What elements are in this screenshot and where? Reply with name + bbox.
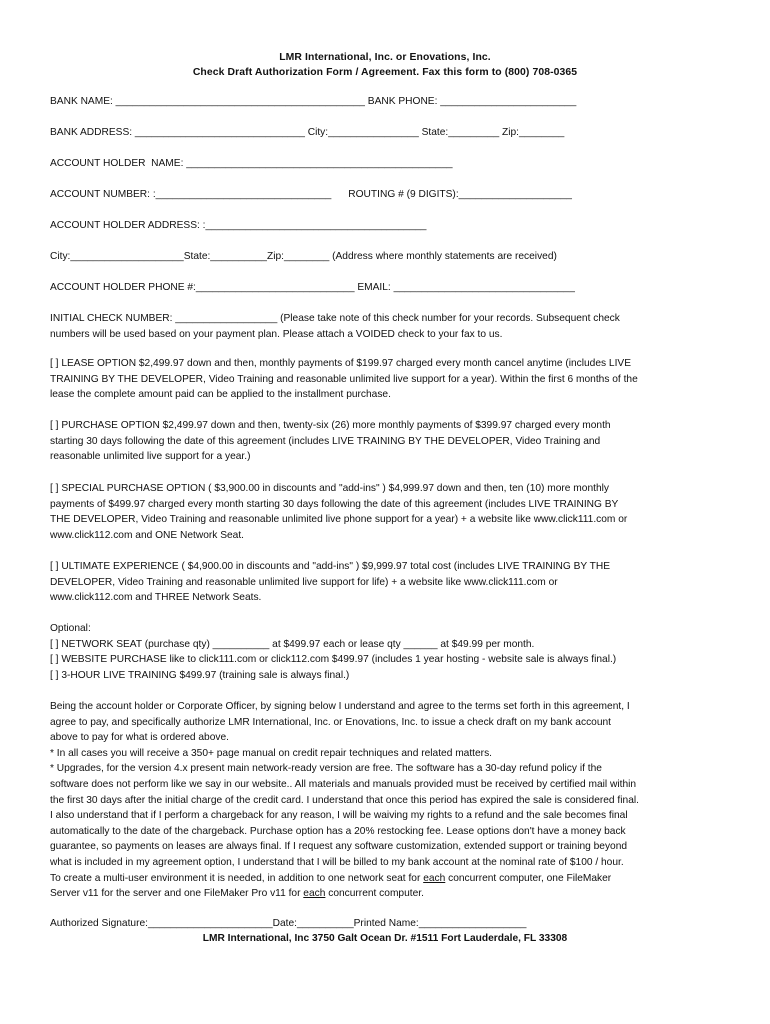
emphasis-each: each (303, 888, 326, 900)
ultimate-option-line[interactable]: [ ] ULTIMATE EXPERIENCE ( $4,900.00 in discounts and "add-ins" ) $9,999.97 total cost (includes LIVE TRAINING BY THE (50, 561, 611, 572)
terms-line: I also understand that if I perform a chargeback for any reason, I will be waiving my rights to a refund and the sale becomes final (50, 810, 628, 822)
account-holder-name-field[interactable]: ACCOUNT HOLDER NAME: _______________________________________________ (50, 158, 453, 169)
terms-line: guarantee, so payments on leases are always final. If I request any software customization, extended support or training beyond (50, 841, 628, 853)
terms-line: above to pay for what is ordered above. (50, 732, 229, 744)
special-option-line[interactable]: [ ] SPECIAL PURCHASE OPTION ( $3,900.00 in discounts and "add-ins" ) $4,999.97 down and then, ten (10) more monthly (50, 483, 609, 494)
ultimate-option-line: DEVELOPER, Video Training and reasonable unlimited live support for life) + a website like www.click111.com or (50, 576, 558, 588)
purchase-option-line[interactable]: [ ] PURCHASE OPTION $2,499.97 down and then, twenty-six (26) more monthly payments of $399.97 charged every month (50, 420, 611, 431)
website-purchase-option[interactable]: [ ] WEBSITE PURCHASE like to click111.com or click112.com $499.97 (includes 1 year hosting - website sale is always final.) (50, 654, 617, 666)
form-title: Check Draft Authorization Form / Agreement. Fax this form to (800) 708-0365 (192, 67, 578, 78)
terms-line: the first 30 days after the initial charge of the credit card. I understand that once this period has expired the sale is considered final. (50, 794, 639, 806)
special-option-line: THE DEVELOPER, Video Training and reasonable unlimited live phone support for a year) + a website like www.click111.com or (50, 514, 628, 526)
terms-text: Server v11 for the server and one FileMaker Pro v11 for (50, 888, 304, 900)
special-purchase-option[interactable] (50, 481, 712, 543)
network-seat-option[interactable]: [ ] NETWORK SEAT (purchase qty) __________ at $499.97 each or lease qty ______ at $49.99 per month. (50, 638, 535, 650)
company-header: LMR International, Inc. or Enovations, Inc. (279, 52, 491, 63)
terms-line: agree to pay, and specifically authorize LMR International, Inc. or Enovations, Inc. to issue a check draft on my bank account (50, 716, 611, 728)
ultimate-experience-option[interactable] (50, 559, 712, 606)
emphasis-each: each (423, 872, 446, 884)
lease-option-line: lease the complete amount paid can be applied to the installment purchase. (50, 389, 391, 401)
terms-line (50, 871, 712, 887)
terms-line (50, 886, 712, 902)
terms-line: automatically to the date of the chargeback. Purchase option has a 20% restocking fee. Lease options don't have a money back (50, 825, 626, 837)
terms-section (50, 699, 712, 902)
phone-email-field[interactable]: ACCOUNT HOLDER PHONE #:____________________________ EMAIL: ________________________________ (50, 282, 575, 293)
account-holder-address-field[interactable]: ACCOUNT HOLDER ADDRESS: :_______________________________________ (50, 220, 427, 231)
terms-line: what is included in my agreement option, I understand that I will be billed to my bank account at the nominal rate of $100 / hour. (50, 856, 624, 868)
terms-line: Being the account holder or Corporate Officer, by signing below I understand and agree to the terms set forth in this agreement, I (50, 701, 630, 712)
special-option-line: www.click112.com and ONE Network Seat. (50, 529, 245, 541)
terms-text: concurrent computer, one FileMaker (445, 872, 612, 884)
initial-check-section[interactable] (50, 311, 712, 342)
purchase-option-line: reasonable unlimited live support for a year.) (50, 451, 251, 463)
purchase-option-line: starting 30 days following the date of this agreement (includes LIVE TRAINING BY THE DEVELOPER, Video Training and (50, 435, 601, 447)
city-state-zip-field[interactable]: City:____________________State:__________Zip:________ (Address where monthly statements are received) (50, 251, 557, 262)
lease-option-line: TRAINING BY THE DEVELOPER, Video Training and reasonable unlimited live support for a year). Within the first 6 months of the (50, 373, 638, 385)
terms-text: concurrent computer. (325, 888, 424, 900)
company-address-footer: LMR International, Inc 3750 Galt Ocean Dr. #1511 Fort Lauderdale, FL 33308 (202, 933, 568, 944)
ultimate-option-line: www.click112.com and THREE Network Seats. (50, 592, 262, 604)
special-option-line: payments of $499.97 charged every month starting 30 days following the date of this agreement (includes LIVE TRAINING BY (50, 498, 619, 510)
terms-line: * In all cases you will receive a 350+ page manual on credit repair techniques and related matters. (50, 747, 492, 759)
optional-section (50, 621, 712, 683)
initial-check-note: numbers will be used based on your payment plan. Please attach a VOIDED check to your fax to us. (50, 328, 503, 340)
bank-name-field[interactable]: BANK NAME: ____________________________________________ BANK PHONE: ________________________ (50, 96, 577, 107)
live-training-option[interactable]: [ ] 3-HOUR LIVE TRAINING $499.97 (training sale is always final.) (50, 669, 350, 681)
signature-line[interactable]: Authorized Signature:______________________Date:__________Printed Name:___________________ (50, 918, 527, 929)
bank-address-field[interactable]: BANK ADDRESS: ______________________________ City:________________ State:_________ Zip:________ (50, 127, 565, 138)
account-number-field[interactable]: ACCOUNT NUMBER: :_______________________________ ROUTING # (9 DIGITS):____________________ (50, 189, 572, 200)
lease-option[interactable] (50, 356, 712, 403)
purchase-option[interactable] (50, 418, 712, 465)
optional-heading: Optional: (50, 623, 91, 634)
terms-text: To create a multi-user environment it is needed, in addition to one network seat for (50, 872, 424, 884)
lease-option-line[interactable]: [ ] LEASE OPTION $2,499.97 down and then, monthly payments of $199.97 charged every month cancel anytime (includes LIVE (50, 358, 632, 369)
initial-check-line[interactable]: INITIAL CHECK NUMBER: __________________ (Please take note of this check number for your records. Subsequent check (50, 313, 620, 324)
terms-line: software does not perform like we say in our website.. All materials and manuals provided must be received by certified mail within (50, 778, 637, 790)
terms-line: * Upgrades, for the version 4.x present main network-ready version are free. The software has a 30-day refund policy if the (50, 763, 602, 775)
